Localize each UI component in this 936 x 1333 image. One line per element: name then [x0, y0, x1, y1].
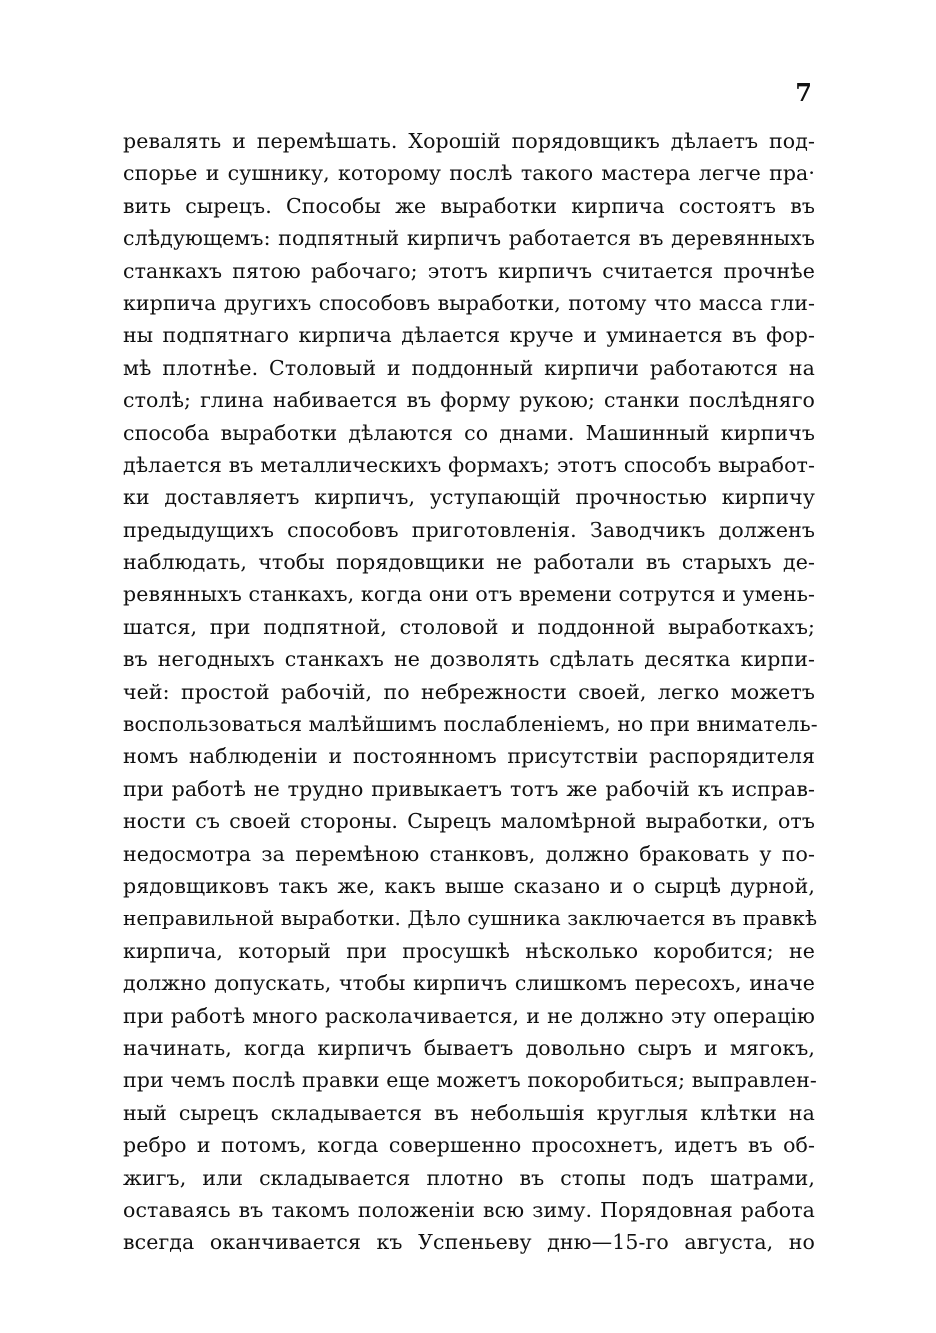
- text-line: ности съ своей стороны. Сырецъ маломѣрной выработки, отъ: [123, 809, 815, 834]
- page-number: 7: [795, 78, 812, 107]
- text-line: станкахъ пятою рабочаго; этотъ кирпичъ считается прочнѣе: [123, 258, 815, 283]
- text-line: кирпича другихъ способовъ выработки, потому что масса гли-: [123, 290, 815, 315]
- body-text: [123, 125, 818, 1259]
- text-line: всегда оканчивается къ Успеньеву дню—15-го августа, но: [123, 1230, 815, 1255]
- text-line: кирпича, который при просушкѣ нѣсколько коробится; не: [123, 938, 815, 963]
- text-line: мѣ плотнѣе. Столовый и поддонный кирпичи работаются на: [123, 355, 815, 380]
- text-line: дѣлается въ металлическихъ формахъ; этотъ способъ выработ-: [123, 452, 815, 477]
- text-line: наблюдать, чтобы порядовщики не работали въ старыхъ де-: [123, 550, 815, 575]
- text-line: ки доставляетъ кирпичъ, уступающій прочностью кирпичу: [123, 485, 815, 510]
- text-line: воспользоваться малѣйшимъ послабленіемъ, но при вниматель-: [123, 712, 818, 737]
- text-line: при чемъ послѣ правки еще можетъ покоробиться; выправлен-: [123, 1068, 817, 1093]
- text-line: слѣдующемъ: подпятный кирпичъ работается въ деревянныхъ: [123, 226, 815, 251]
- text-line: жигъ, или складывается плотно въ стопы подъ шатрами,: [123, 1165, 815, 1190]
- text-line: въ негодныхъ станкахъ не дозволять сдѣлать десятка кирпи-: [123, 647, 815, 672]
- text-line: вить сырецъ. Способы же выработки кирпича состоятъ въ: [123, 193, 815, 218]
- text-line: номъ наблюденіи и постоянномъ присутствіи распорядителя: [123, 744, 815, 769]
- text-line: недосмотра за перемѣною станковъ, должно браковать у по-: [123, 841, 815, 866]
- text-line: оставаясь въ такомъ положеніи всю зиму. Порядовная работа: [123, 1197, 815, 1222]
- text-line: при работѣ много расколачивается, и не должно эту операцію: [123, 1003, 815, 1028]
- text-line: ны подпятнаго кирпича дѣлается круче и уминается въ фор-: [123, 323, 815, 348]
- text-line: ребро и потомъ, когда совершенно просохнетъ, идетъ въ об-: [123, 1133, 815, 1158]
- text-line: рядовщиковъ такъ же, какъ выше сказано и о сырцѣ дурной,: [123, 873, 815, 898]
- text-line: чей: простой рабочій, по небрежности своей, легко можетъ: [123, 679, 815, 704]
- text-line: спорье и сушнику, которому послѣ такого мастера легче пра·: [123, 161, 815, 186]
- text-line: начинать, когда кирпичъ бываетъ довольно сыръ и мягокъ,: [123, 1035, 815, 1060]
- text-line: должно допускать, чтобы кирпичъ слишкомъ пересохъ, иначе: [123, 971, 815, 996]
- text-line: столѣ; глина набивается въ форму рукою; станки послѣдняго: [123, 388, 815, 413]
- text-line: предыдущихъ способовъ приготовленія. Заводчикъ долженъ: [123, 517, 815, 542]
- text-line: ный сырецъ складывается въ небольшія круглыя клѣтки на: [123, 1100, 815, 1125]
- text-line: способа выработки дѣлаются со днами. Машинный кирпичъ: [123, 420, 815, 445]
- text-line: неправильной выработки. Дѣло сушника заключается въ правкѣ: [123, 906, 818, 931]
- text-line: при работѣ не трудно привыкаетъ тотъ же рабочій къ исправ-: [123, 776, 815, 801]
- text-line: ревянныхъ станкахъ, когда они отъ времени сотрутся и умень-: [123, 582, 815, 607]
- text-line: ревалять и перемѣшать. Хорошій порядовщикъ дѣлаетъ под-: [123, 129, 815, 153]
- text-line: шатся, при подпятной, столовой и поддонной выработкахъ;: [123, 614, 815, 639]
